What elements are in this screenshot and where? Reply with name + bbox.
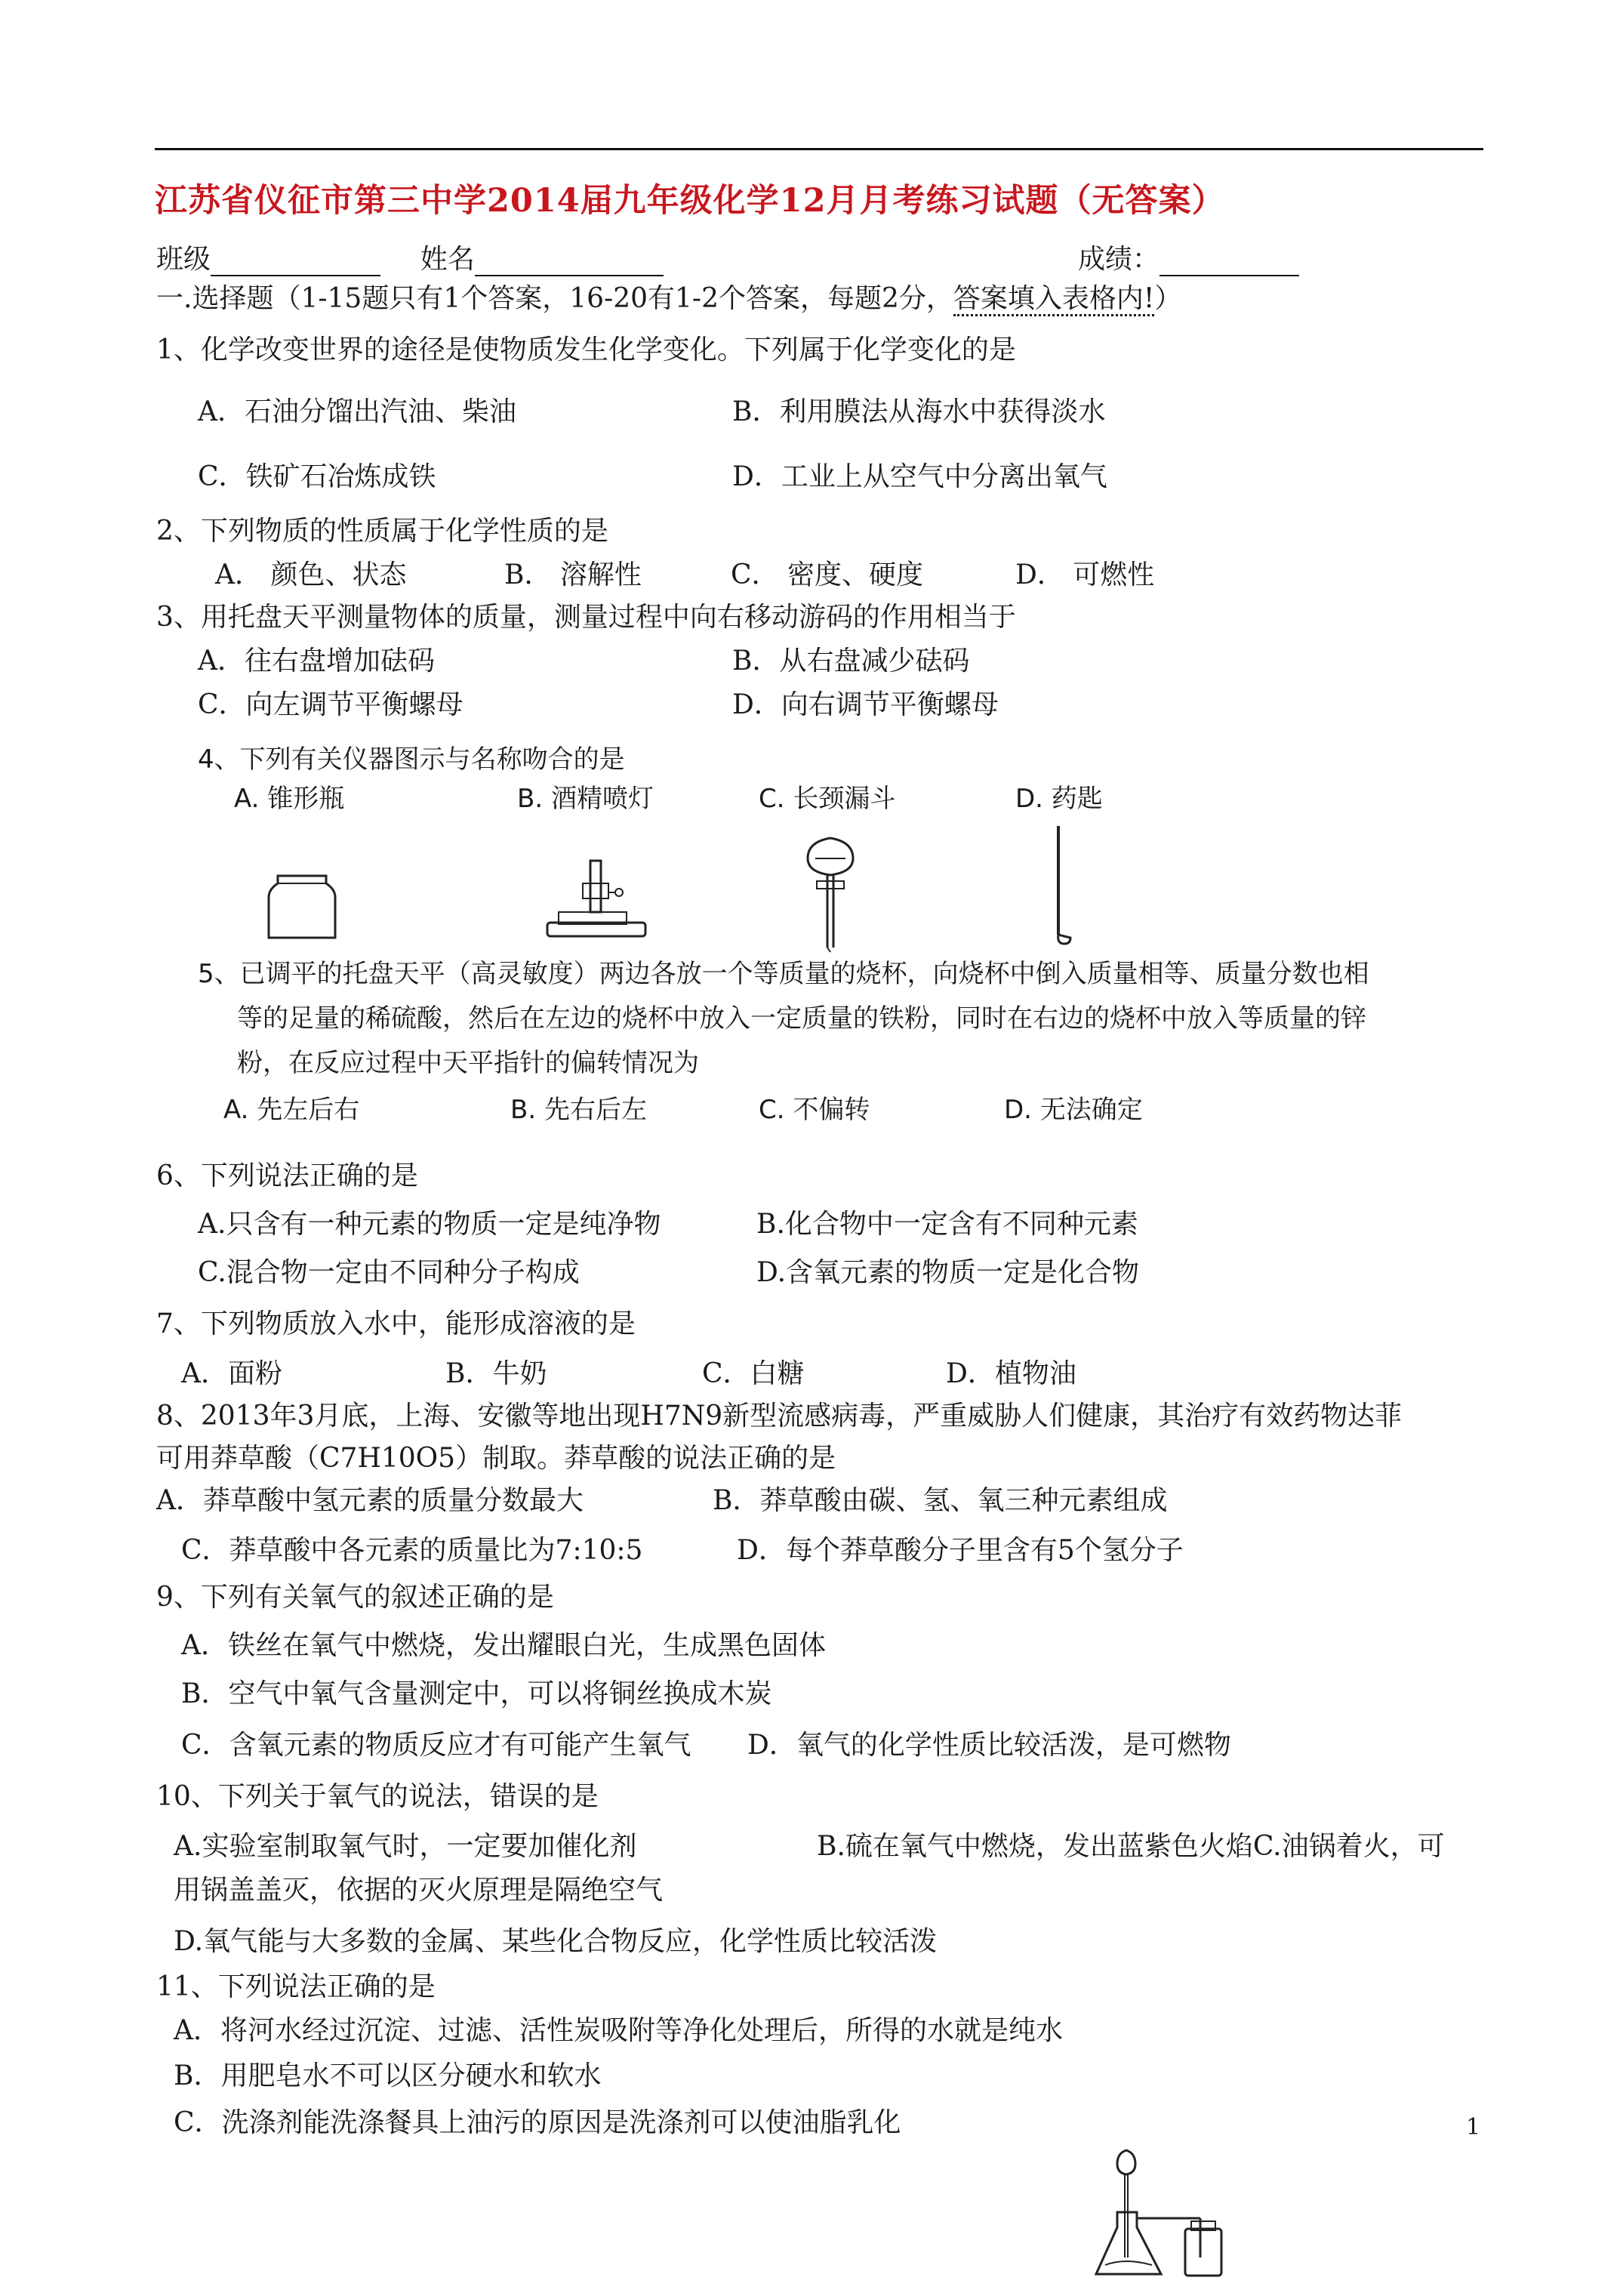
q1-option-d: D．工业上从空气中分离出氧气	[732, 461, 1107, 492]
q8-option-a: A．莽草酸中氢元素的质量分数最大	[156, 1485, 584, 1516]
q1-stem: 1、化学改变世界的途径是使物质发生化学变化。下列属于化学变化的是	[156, 334, 1016, 365]
q2-stem: 2、下列物质的性质属于化学性质的是	[156, 516, 608, 547]
q10-option-b: B.硫在氧气中燃烧，发出蓝紫色火焰C.油锅着火，可	[817, 1831, 1445, 1862]
spatula-figure	[1042, 823, 1079, 951]
q6-option-d: D.含氧元素的物质一定是化合物	[756, 1257, 1140, 1288]
q7-option-a: A．面粉	[181, 1358, 282, 1389]
jar-figure	[264, 868, 340, 944]
q9-option-d: D．氧气的化学性质比较活泼，是可燃物	[747, 1730, 1231, 1761]
class-blank[interactable]	[211, 248, 380, 276]
name-blank[interactable]	[475, 248, 664, 276]
score-label: 成绩：	[1078, 244, 1160, 275]
q10-option-d: D.氧气能与大多数的金属、某些化合物反应，化学性质比较活泼	[174, 1926, 938, 1957]
q3-stem: 3、用托盘天平测量物体的质量，测量过程中向右移动游码的作用相当于	[156, 602, 1016, 633]
name-label: 姓名	[420, 244, 475, 275]
header-row	[156, 243, 664, 276]
page-title: 江苏省仪征市第三中学2014届九年级化学12月月考练习试题（无答案）	[155, 182, 1225, 220]
q11-option-c: C．洗涤剂能洗涤餐具上油污的原因是洗涤剂可以使油脂乳化	[174, 2107, 901, 2138]
q3-option-a: A．往右盘增加砝码	[198, 646, 435, 676]
q6-option-c: C.混合物一定由不同种分子构成	[198, 1257, 580, 1288]
q1-option-c: C．铁矿石冶炼成铁	[198, 461, 436, 492]
section-heading: 一.选择题（1-15题只有1个答案，16-20有1-2个答案，每题2分，答案填入表格内!）	[156, 282, 1181, 316]
q2-option-a: A． 颜色、状态	[215, 559, 407, 590]
q5-option-d: D. 无法确定	[1004, 1095, 1143, 1125]
q9-option-c: C．含氧元素的物质反应才有可能产生氧气	[181, 1730, 691, 1761]
q7-stem: 7、下列物质放入水中，能形成溶液的是	[156, 1308, 636, 1339]
q2-option-d: D． 可燃性	[1015, 559, 1155, 590]
q3-option-d: D．向右调节平衡螺母	[732, 689, 999, 720]
q8-option-d: D．每个莽草酸分子里含有5个氢分子	[737, 1535, 1184, 1566]
q5-option-c: C. 不偏转	[759, 1095, 870, 1125]
q11-stem: 11、下列说法正确的是	[156, 1971, 436, 2002]
q10-stem: 10、下列关于氧气的说法，错误的是	[156, 1781, 599, 1812]
q8-line2: 可用莽草酸（C7H10O5）制取。莽草酸的说法正确的是	[156, 1443, 836, 1474]
q7-option-b: B．牛奶	[445, 1358, 547, 1389]
score-blank[interactable]	[1160, 248, 1299, 276]
q9-option-b: B．空气中氧气含量测定中，可以将铜丝换成木炭	[181, 1678, 772, 1709]
q4-option-d: D. 药匙	[1015, 784, 1103, 814]
q4-stem: 4、下列有关仪器图示与名称吻合的是	[198, 744, 625, 775]
q3-option-b: B．从右盘减少砝码	[732, 646, 970, 676]
q2-option-b: B． 溶解性	[504, 559, 642, 590]
q7-option-d: D．植物油	[946, 1358, 1076, 1389]
top-rule	[155, 148, 1483, 150]
q1-option-b: B．利用膜法从海水中获得淡水	[732, 396, 1106, 427]
gas-apparatus-figure	[1095, 2144, 1246, 2284]
funnel-figure	[800, 834, 861, 955]
q7-option-c: C．白糖	[702, 1358, 805, 1389]
q4-option-b: B. 酒精喷灯	[517, 784, 654, 814]
q6-option-a: A.只含有一种元素的物质一定是纯净物	[198, 1209, 661, 1240]
q11-option-b: B．用肥皂水不可以区分硬水和软水	[174, 2060, 602, 2091]
q3-option-c: C．向左调节平衡螺母	[198, 689, 463, 720]
q5-line2: 等的足量的稀硫酸，然后在左边的烧杯中放入一定质量的铁粉，同时在右边的烧杯中放入等质量的锌	[237, 1003, 1366, 1034]
page-number: 1	[1466, 2114, 1481, 2140]
q8-line1: 8、2013年3月底，上海、安徽等地出现H7N9新型流感病毒，严重威胁人们健康，其治疗有效药物达菲	[156, 1401, 1403, 1432]
section-emphasis: 答案填入表格内!	[953, 283, 1154, 316]
q4-option-c: C. 长颈漏斗	[759, 784, 896, 814]
q6-option-b: B.化合物中一定含有不同种元素	[756, 1209, 1138, 1240]
q9-stem: 9、下列有关氧气的叙述正确的是	[156, 1582, 554, 1613]
q10-option-c-cont: 用锅盖盖灭，依据的灭火原理是隔绝空气	[174, 1875, 664, 1906]
class-label: 班级	[156, 244, 211, 275]
q5-line3: 粉，在反应过程中天平指针的偏转情况为	[237, 1048, 699, 1078]
q10-option-a: A.实验室制取氧气时，一定要加催化剂	[174, 1831, 637, 1862]
q2-option-c: C． 密度、硬度	[731, 559, 923, 590]
q6-stem: 6、下列说法正确的是	[156, 1160, 418, 1191]
q5-line1: 5、已调平的托盘天平（高灵敏度）两边各放一个等质量的烧杯，向烧杯中倒入质量相等、质量分数也相	[198, 959, 1369, 989]
q5-option-b: B. 先右后左	[510, 1095, 647, 1125]
q1-option-a: A．石油分馏出汽油、柴油	[198, 396, 516, 427]
score-row	[1078, 243, 1299, 276]
q11-option-a: A．将河水经过沉淀、过滤、活性炭吸附等净化处理后，所得的水就是纯水	[174, 2015, 1063, 2046]
q9-option-a: A．铁丝在氧气中燃烧，发出耀眼白光，生成黑色固体	[181, 1630, 826, 1661]
q4-option-a: A. 锥形瓶	[234, 784, 345, 814]
q8-option-b: B．莽草酸由碳、氢、氧三种元素组成	[713, 1485, 1168, 1516]
q8-option-c: C．莽草酸中各元素的质量比为7:10:5	[181, 1535, 643, 1566]
q5-option-a: A. 先左后右	[223, 1095, 360, 1125]
alcohol-burner-figure	[544, 853, 649, 944]
